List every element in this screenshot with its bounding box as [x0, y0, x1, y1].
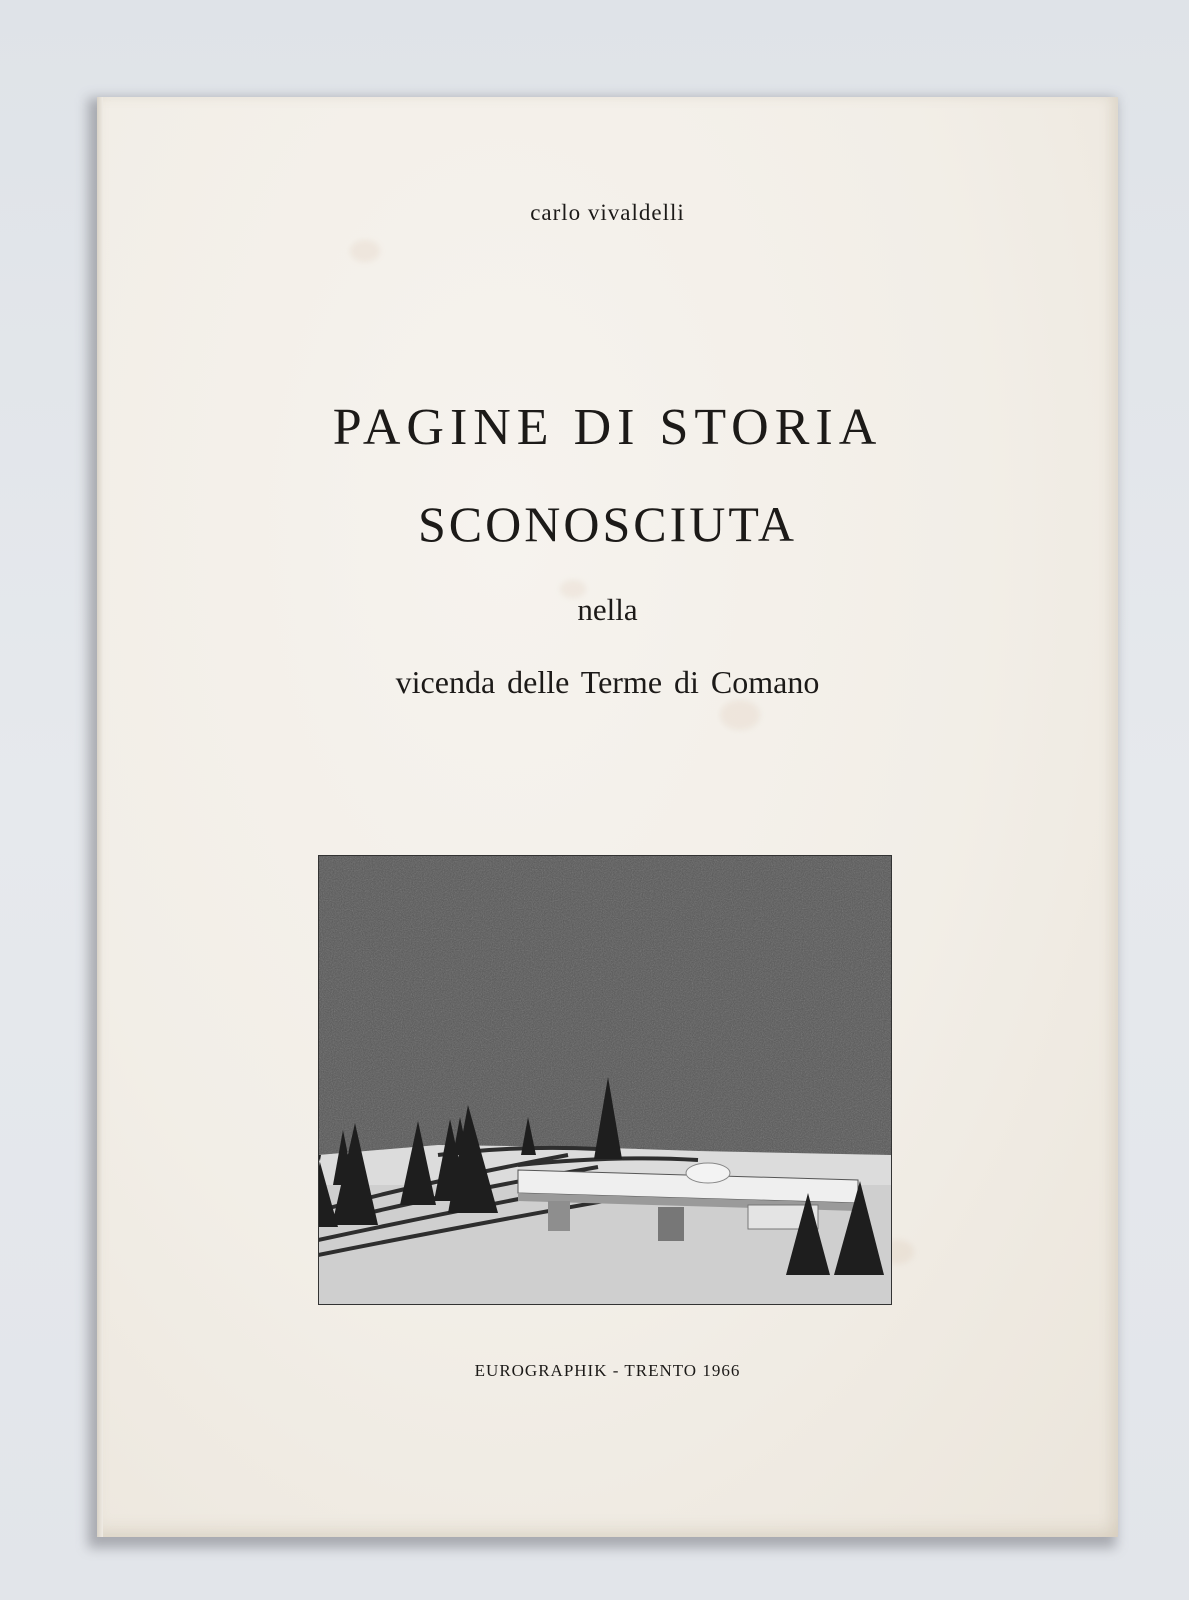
author-name: carlo vivaldelli — [530, 200, 685, 225]
title-line-2: SCONOSCIUTA — [417, 496, 798, 552]
publisher-line: EUROGRAPHIK - TRENTO 1966 — [474, 1361, 741, 1380]
title-line-1: PAGINE DI STORIA — [332, 399, 883, 456]
cover-photo — [318, 855, 892, 1305]
subtitle: vicenda delle Terme di Comano — [395, 664, 820, 700]
book-cover — [97, 97, 1118, 1537]
title-connector: nella — [577, 592, 638, 627]
architectural-model-photo — [318, 855, 892, 1305]
cover-stain — [350, 240, 380, 262]
cover-spine — [97, 97, 103, 1537]
cover-stain — [720, 700, 760, 730]
